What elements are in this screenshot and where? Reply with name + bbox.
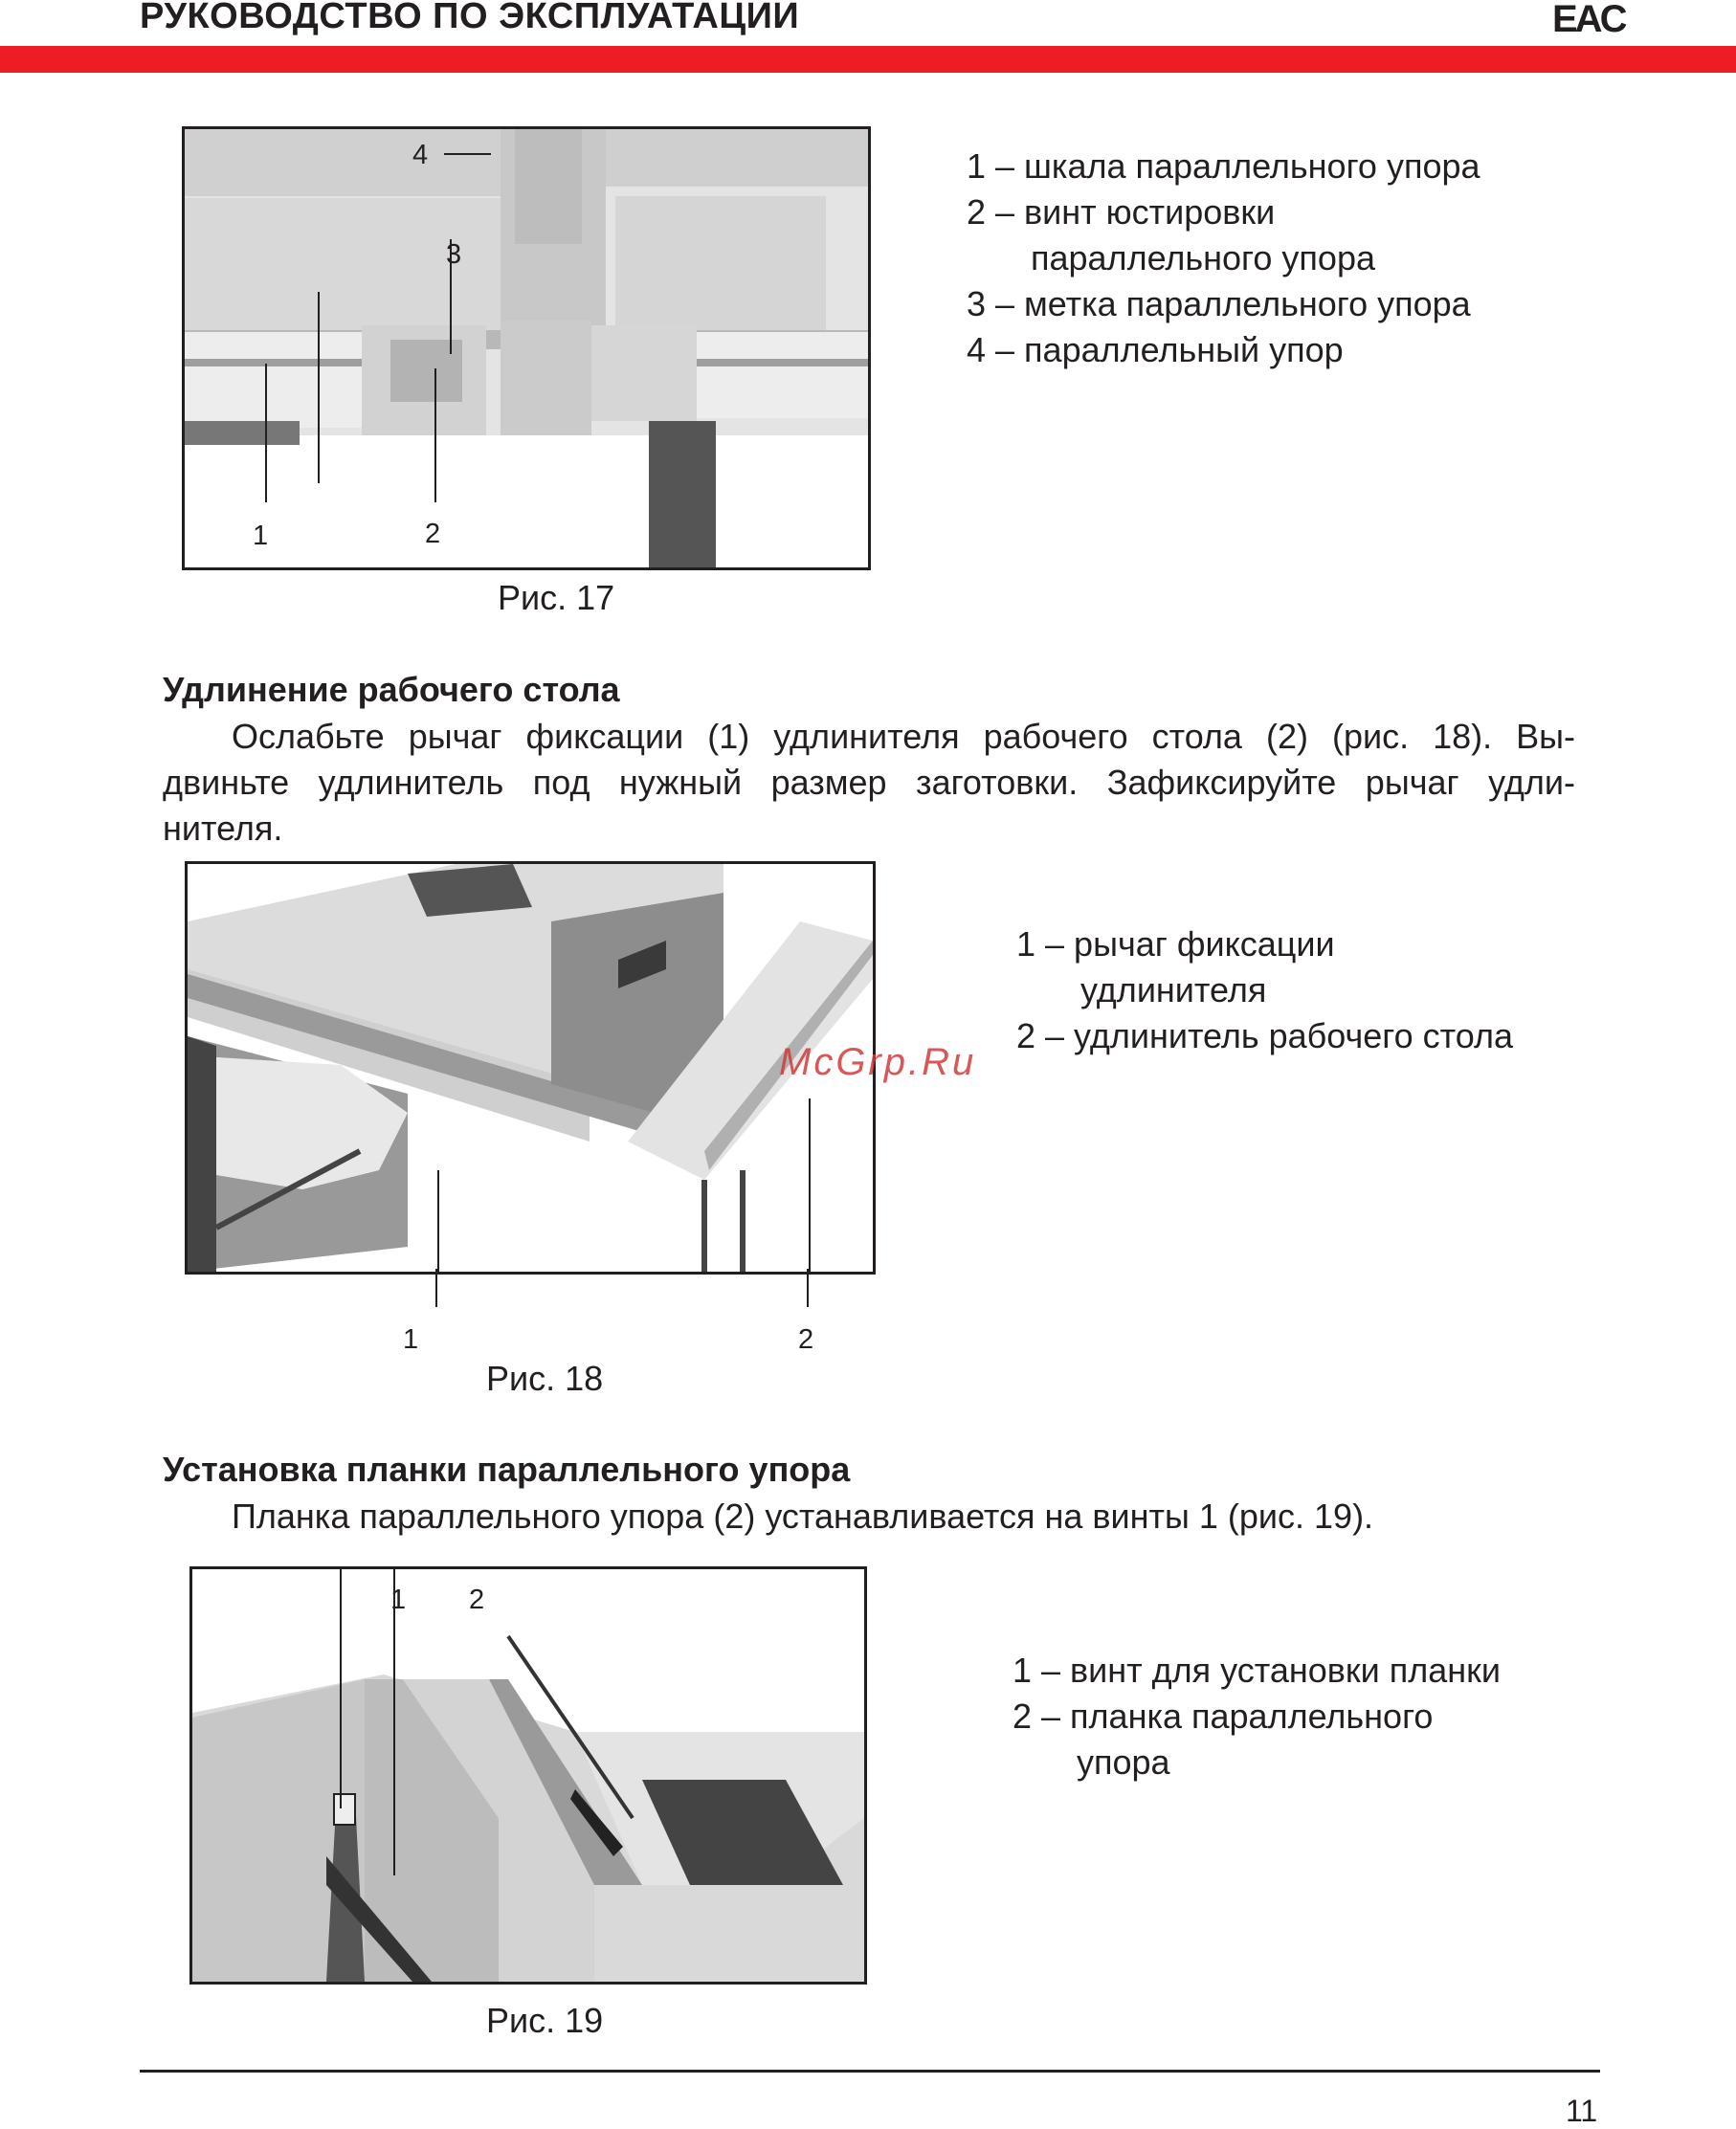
section-heading-extension: Удлинение рабочего стола (163, 670, 620, 709)
extension-text-line-2: двиньте удлинитель под нужный размер заготовки. Зафиксируйте рычаг удли- (163, 763, 1575, 802)
fig17-legend-item-1: 1 – шкала параллельного упора (967, 146, 1480, 186)
watermark: McGrp.Ru (779, 1041, 977, 1083)
fig18-legend-item-2: 2 – удлинитель рабочего стола (1016, 1016, 1514, 1055)
fig17-legend-item-4: 4 – параллельный упор (967, 330, 1344, 369)
header-red-bar (0, 46, 1736, 73)
fig17-legend-item-2-cont: параллельного упора (1031, 238, 1375, 277)
fig18-leader-2 (807, 1269, 809, 1307)
fig17-caption: Рис. 17 (498, 578, 615, 617)
fig17-callout-3: 3 (446, 239, 462, 270)
page-number: 11 (1566, 2094, 1598, 2128)
figure-17-photo (182, 126, 871, 570)
section-heading-fence-bar: Установка планки параллельного упора (163, 1450, 851, 1489)
fig19-legend-item-2: 2 – планка параллельного (1013, 1697, 1434, 1736)
section-text-extension (163, 714, 1575, 852)
section-text-fence-bar (163, 1494, 1575, 1540)
fig18-leader-1 (435, 1269, 437, 1307)
header-title: РУКОВОДСТВО ПО ЭКСПЛУАТАЦИИ (140, 0, 800, 36)
fig19-legend-item-2-cont: упора (1077, 1742, 1170, 1782)
fig18-caption: Рис. 18 (486, 1359, 604, 1398)
fig18-callout-2: 2 (798, 1324, 814, 1355)
fig17-callout-4: 4 (412, 140, 429, 170)
extension-text-line-3: нителя. (163, 809, 283, 848)
fig18-legend-item-1-cont: удлинителя (1080, 970, 1267, 1009)
figure-19-photo (189, 1566, 867, 1985)
extension-text-line-1: Ослабьте рычаг фиксации (1) удлинителя рабочего стола (2) (рис. 18). Вы- (232, 717, 1575, 756)
figure-18-photo (185, 861, 876, 1275)
fig19-legend (1013, 1648, 1501, 1785)
eac-logo: EAC (1552, 0, 1625, 40)
fig19-caption: Рис. 19 (486, 2001, 604, 2040)
fig17-legend (967, 144, 1480, 373)
fig17-legend-item-3: 3 – метка параллельного упора (967, 284, 1471, 323)
footer-rule (140, 2070, 1600, 2073)
fig18-legend-item-1: 1 – рычаг фиксации (1016, 924, 1335, 964)
fig19-legend-item-1: 1 – винт для установки планки (1013, 1651, 1502, 1690)
fig17-callout-2: 2 (425, 519, 441, 549)
fig17-legend-item-2: 2 – винт юстировки (967, 192, 1276, 232)
fig19-callout-2: 2 (469, 1585, 485, 1615)
fig18-callout-1: 1 (403, 1324, 419, 1355)
fig18-legend (1016, 921, 1513, 1059)
fig19-callout-1: 1 (390, 1585, 407, 1615)
fence-bar-text-line-1: Планка параллельного упора (2) устанавливается на винты 1 (рис. 19). (232, 1497, 1374, 1536)
fig17-callout-1: 1 (253, 521, 269, 551)
